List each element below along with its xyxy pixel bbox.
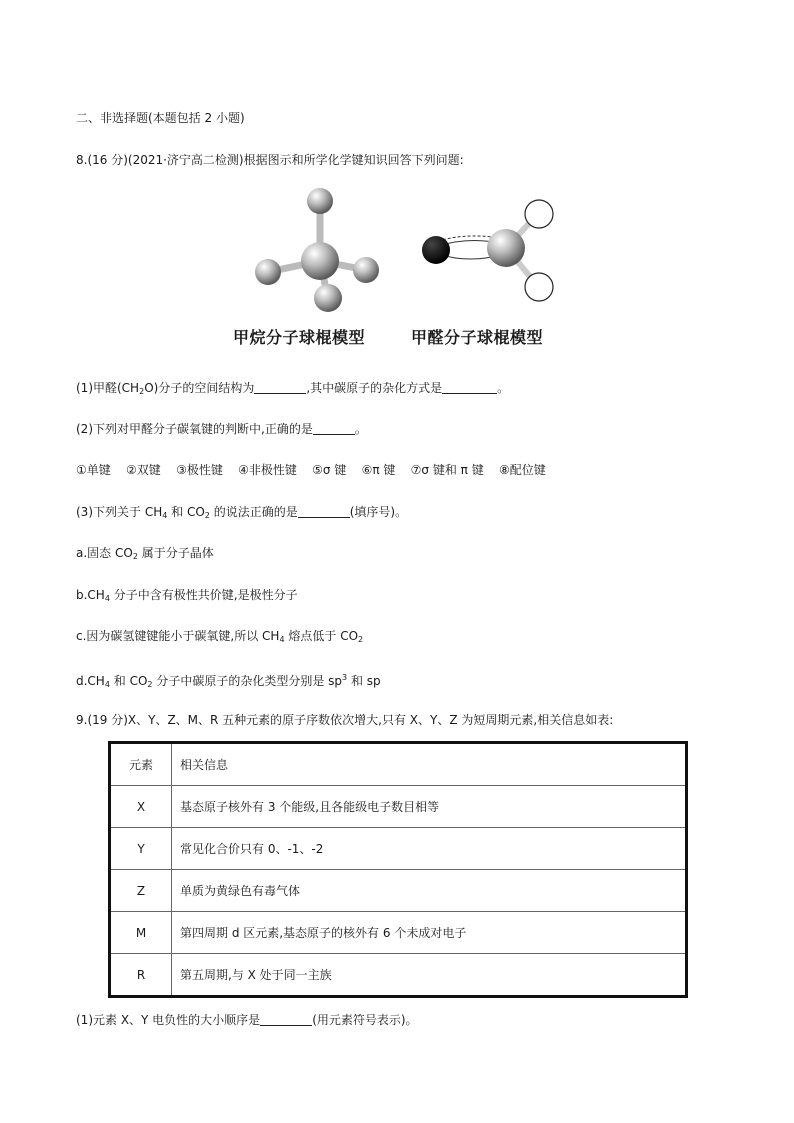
q8-part1: (1)甲醛$(CH_2O)$分子的空间结构为 ,其中碳原子的杂化方式是 。 (76, 381, 510, 396)
q9-part1 (76, 1012, 418, 1028)
choice-a: a.固态 $CO_2$ 属于分子晶体 (76, 546, 214, 561)
q8-options (76, 462, 546, 478)
table-cell-info: 单质为黄绿色有毒气体 (172, 870, 687, 912)
table-cell-element: X (110, 786, 172, 828)
q8-p3-text-c: 的说法正确的是 (213, 505, 298, 519)
table-cell-element: M (110, 912, 172, 954)
table-cell-element: R (110, 954, 172, 997)
choice-a-text-a: a.固态 CO (76, 546, 133, 560)
answer-blank[interactable] (254, 381, 306, 394)
choice-a-text-b: 属于分子晶体 (141, 546, 214, 560)
table-row (110, 912, 687, 954)
molecule-figure (230, 186, 570, 346)
choice-c-text-a: c.因为碳氢键键能小于碳氧键,所以 CH (76, 629, 280, 643)
q8-p3-text-d: (填序号)。 (349, 505, 408, 519)
option: ⑧配位键 (498, 463, 546, 477)
answer-blank[interactable] (298, 505, 350, 518)
table-row (110, 786, 687, 828)
option: ①单键 (76, 463, 111, 477)
table-cell-info: 常见化合价只有 0、-1、-2 (172, 828, 687, 870)
q8-part2 (76, 421, 367, 437)
option: ③极性键 (176, 463, 223, 477)
table-row (110, 828, 687, 870)
q8-p3-text-b: 和 CO (171, 505, 205, 519)
question-9-stem: 9.(19 分)X、Y、Z、M、R 五种元素的原子序数依次增大,只有 X、Y、Z 为短周期元素,相关信息如表: (76, 713, 614, 727)
choice-c: c.因为碳氢键键能小于碳氧键,所以 $CH_4$ 熔点低于 $CO_2$ (76, 629, 364, 644)
methane-caption: 甲烷分子球棍模型 (233, 328, 366, 347)
element-info-table (108, 741, 688, 998)
table-header-cell: 元素 (110, 743, 172, 786)
table-row (110, 954, 687, 997)
table-header-cell: 相关信息 (172, 743, 687, 786)
choice-d-text-c: 分子中碳原子的杂化类型分别是 sp (156, 674, 343, 688)
choice-d: $d.CH_4$ 和 $CO_2$ 分子中碳原子的杂化类型分别是 $sp^3$ 和 sp (76, 673, 381, 689)
option: ②双键 (126, 463, 161, 477)
choice-b: $b.CH_4$ 分子中含有极性共价键,是极性分子 (76, 588, 298, 603)
choice-d-text-a: d.CH (76, 674, 105, 688)
answer-blank[interactable] (442, 381, 497, 394)
q8-p2-text-a: (2)下列对甲醛分子碳氧键的判断中,正确的是 (76, 422, 313, 436)
table-cell-element: Z (110, 870, 172, 912)
formaldehyde-caption: 甲醛分子球棍模型 (411, 328, 544, 347)
q9-p1-text-b: (用元素符号表示)。 (312, 1013, 418, 1027)
q9-p1-text-a: (1)元素 X、Y 电负性的大小顺序是 (76, 1013, 261, 1027)
table-cell-info: 基态原子核外有 3 个能级,且各能级电子数目相等 (172, 786, 687, 828)
q8-part3: (3)下列关于 $CH_4$ 和 $CO_2$ 的说法正确的是 (填序号)。 (76, 505, 408, 520)
option: ⑥π 键 (361, 463, 396, 477)
table-cell-info: 第五周期,与 X 处于同一主族 (172, 954, 687, 997)
question-8-stem: 8.(16 分)(2021·济宁高二检测)根据图示和所学化学键知识回答下列问题: (76, 153, 464, 167)
ball-stick-models (230, 186, 570, 316)
q8-p3-text-a: (3)下列关于 CH (76, 505, 163, 519)
option: ⑦σ 键和 π 键 (410, 463, 484, 477)
answer-blank[interactable] (313, 422, 355, 435)
choice-d-text-b: 和 CO (113, 674, 148, 688)
q8-p1-text-c: ,其中碳原子的杂化方式是 (306, 381, 443, 395)
section-title: 二、非选择题(本题包括 2 小题) (76, 111, 245, 125)
answer-blank[interactable] (260, 1013, 312, 1026)
table-cell-info: 第四周期 d 区元素,基态原子的核外有 6 个未成对电子 (172, 912, 687, 954)
table-cell-element: Y (110, 828, 172, 870)
methane-model (255, 188, 379, 312)
choice-d-text-d: 和 sp (350, 674, 381, 688)
q8-p1-text-a: (1)甲醛(CH (76, 381, 140, 395)
choice-c-text-b: 熔点低于 CO (288, 629, 359, 643)
option: ⑤σ 键 (312, 463, 347, 477)
choice-b-text-a: b.CH (76, 588, 105, 602)
table-row (110, 870, 687, 912)
q8-p1-text-b: O)分子的空间结构为 (144, 381, 255, 395)
formaldehyde-model (422, 200, 553, 301)
choice-b-text-b: 分子中含有极性共价键,是极性分子 (113, 588, 298, 602)
table-header-row (110, 743, 687, 786)
q8-p1-text-d: 。 (497, 381, 510, 395)
q8-p2-text-b: 。 (354, 422, 367, 436)
option: ④非极性键 (238, 463, 297, 477)
